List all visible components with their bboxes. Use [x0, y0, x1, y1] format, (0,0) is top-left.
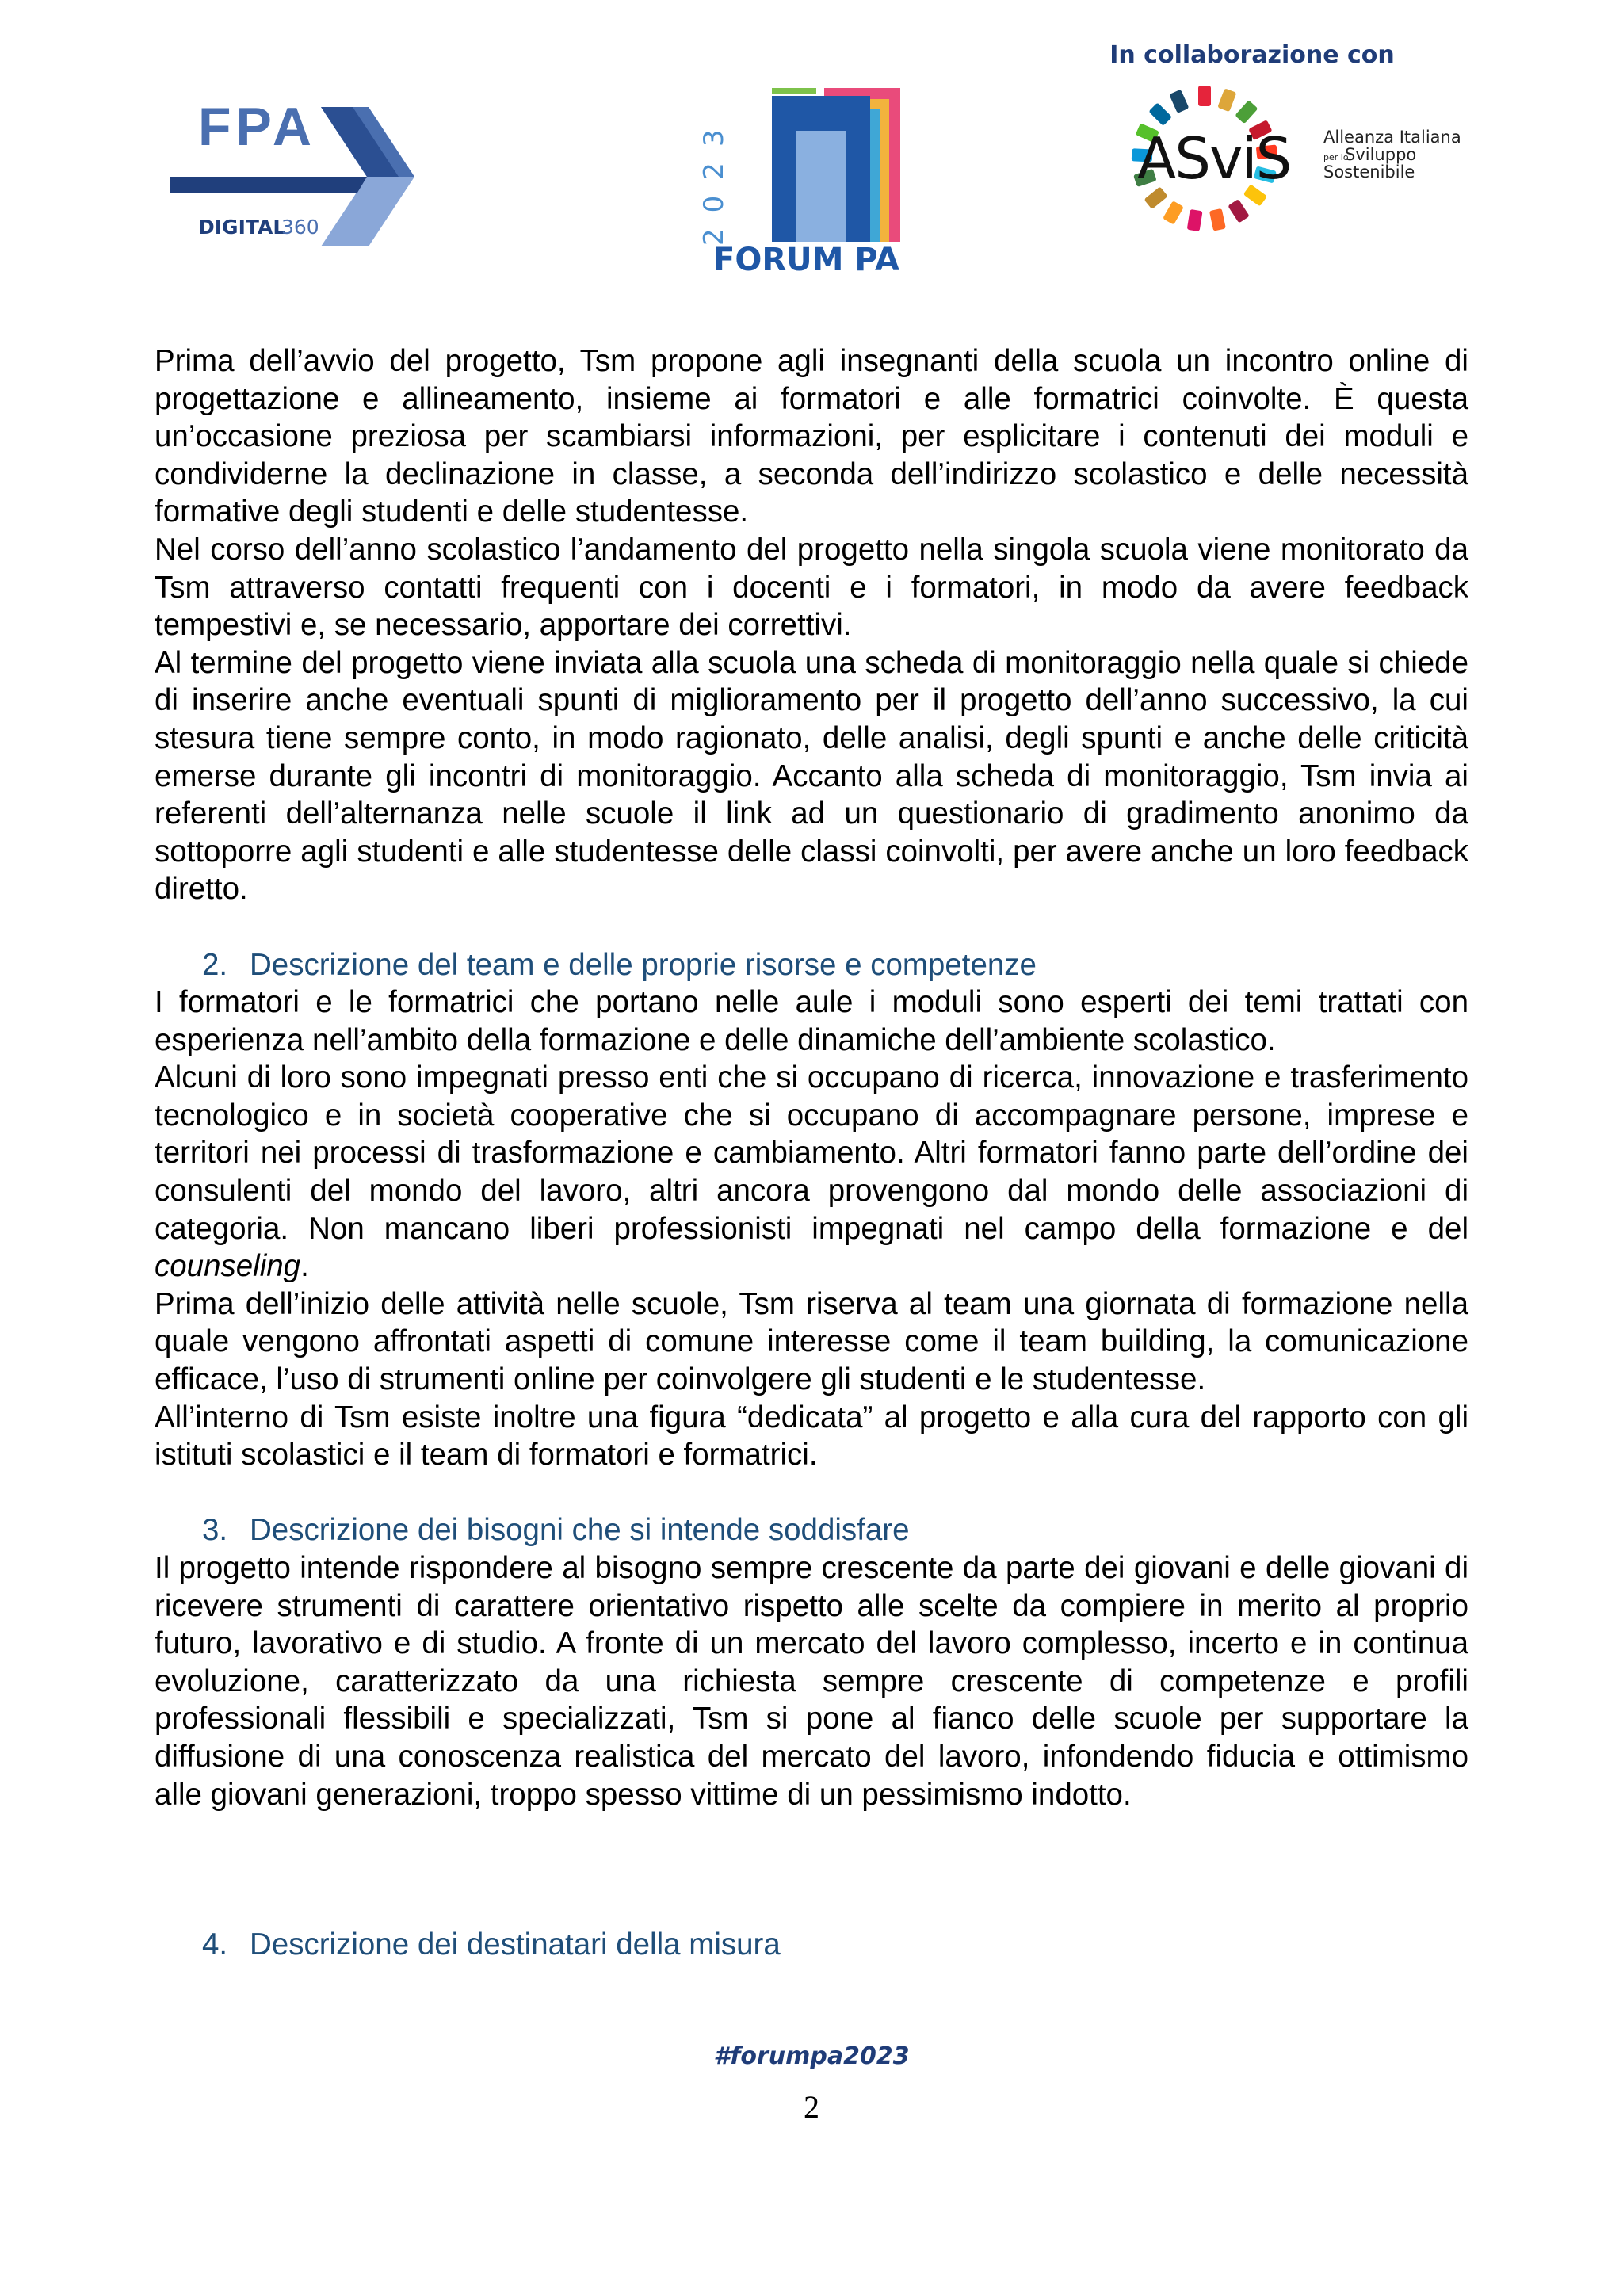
digital360-number: 360: [281, 216, 319, 239]
trainers-background-text: Alcuni di loro sono impegnati presso enti che si occupano di ricerca, innovazione e trasferimento tecnologico e in società cooperative che si occupano di accompagnare persone, imprese e territori nei processi di trasformazione e cambiamento. Altri formatori fanno parte dell’ordine dei consulenti del mondo del lavoro, altri ancora provengono dal mondo delle associazioni di categoria. Non mancano liberi professionisti impegnati nel campo della formazione e del: [155, 1060, 1468, 1246]
forum-year-text: 2023: [698, 113, 730, 246]
paragraph-needs: Il progetto intende rispondere al bisogno sempre crescente da parte dei giovani e delle giovani di ricevere strumenti di carattere orientativo rispetto alle scelte da compiere in merito al proprio futuro, lavorativo e di studio. A fronte di un mercato del lavoro complesso, incerto e in continua evoluzione, caratterizzato da una richiesta sempre crescente di competenze e profili professionali flessibili e specializzati, Tsm si pone al fianco delle scuole per supportare la diffusione di una conoscenza realistica del mercato del lavoro, infondendo fiducia e ottimismo alle giovani generazioni, troppo spesso vittime di un pessimismo indotto.: [155, 1551, 1468, 1812]
paragraph-kickoff-meeting: Prima dell’avvio del progetto, Tsm propone agli insegnanti della scuola un incontro online di progettazione e allineamento, insieme ai formatori e alle formatrici coinvolte. È questa un’occasione preziosa per scambiarsi informazioni, per esplicitare i contenuti dei moduli e condividerne la declinazione in classe, a seconda dell’indirizzo scolastico e delle necessità formative degli studenti e delle studentesse.: [155, 344, 1468, 529]
asvis-line3: Sostenibile: [1323, 162, 1415, 181]
footer-hashtag: #forumpa2023: [713, 2042, 910, 2070]
page-number: 2: [804, 2089, 819, 2125]
counseling-term: counseling: [155, 1249, 301, 1284]
digital-logo-text: DIGITAL: [198, 216, 286, 239]
collaboration-label: In collaborazione con: [1109, 41, 1395, 69]
paragraph-trainers-background: [155, 1059, 1468, 1286]
fpa-digital360-logo: [170, 99, 424, 258]
section-number-4: 4.: [202, 1927, 228, 1962]
paragraph-dedicated-figure: All’interno di Tsm esiste inoltre una figura “dedicata” al progetto e alla cura del rapporto con gli istituti scolastici e il team di formatori e formatrici.: [155, 1400, 1468, 1473]
paragraph-monitoring: Nel corso dell’anno scolastico l’andamento del progetto nella singola scuola viene monitorato da Tsm attraverso contatti frequenti con i docenti e i formatori, in modo da avere feedback tempestivi e, se necessario, apportare dei correttivi.: [155, 532, 1468, 643]
fpa-logo-text: FPA: [198, 97, 316, 157]
forum-pa-2023-logo: [698, 83, 911, 278]
asvis-line2-small: per lo: [1323, 152, 1349, 162]
section-heading-recipients: [155, 1926, 1468, 1964]
forum-year-vertical: [698, 113, 730, 246]
section-heading-needs: [155, 1511, 1468, 1549]
asvis-logo: [1129, 79, 1462, 238]
asvis-name-text: ASviS: [1137, 125, 1291, 192]
section-title-team: Descrizione del team e delle proprie risorse e competenze: [250, 947, 1037, 982]
asvis-line2: Sviluppo: [1345, 145, 1417, 164]
forum-pa-text: FORUM PA: [713, 242, 899, 278]
section-title-needs: Descrizione dei bisogni che si intende soddisfare: [250, 1513, 910, 1548]
paragraph-evaluation: Al termine del progetto viene inviata alla scuola una scheda di monitoraggio nella quale si chiede di inserire anche eventuali spunti di miglioramento per il progetto dell’anno successivo, la cui stesura tiene sempre conto, in modo ragionato, delle analisi, degli spunti e anche delle criticità emerse durante gli incontri di monitoraggio. Accanto alla scheda di monitoraggio, Tsm invia ai referenti dell’alternanza nelle scuole il link ad un questionario di gradimento anonimo da sottoporre agli studenti e alle studentesse delle classi coinvolti, per avere anche un loro feedback diretto.: [155, 645, 1468, 907]
section-number-2: 2.: [202, 947, 228, 982]
asvis-line1: Alleanza Italiana: [1323, 128, 1461, 147]
section-title-recipients: Descrizione dei destinatari della misura: [250, 1927, 781, 1962]
paragraph-trainers: I formatori e le formatrici che portano nelle aule i moduli sono esperti dei temi trattati con esperienza nell’ambito della formazione e delle dinamiche dell’ambiente scolastico.: [155, 985, 1468, 1057]
section-number-3: 3.: [202, 1513, 228, 1548]
trainers-background-end: .: [300, 1249, 309, 1284]
section-heading-team: [155, 946, 1468, 984]
document-body: [155, 342, 1468, 1964]
paragraph-team-training: Prima dell’inizio delle attività nelle scuole, Tsm riserva al team una giornata di formazione nella quale vengono affrontati aspetti di comune interesse come il team building, la comunicazione efficace, l’uso di strumenti online per coinvolgere gli studenti e le studentesse.: [155, 1286, 1468, 1397]
